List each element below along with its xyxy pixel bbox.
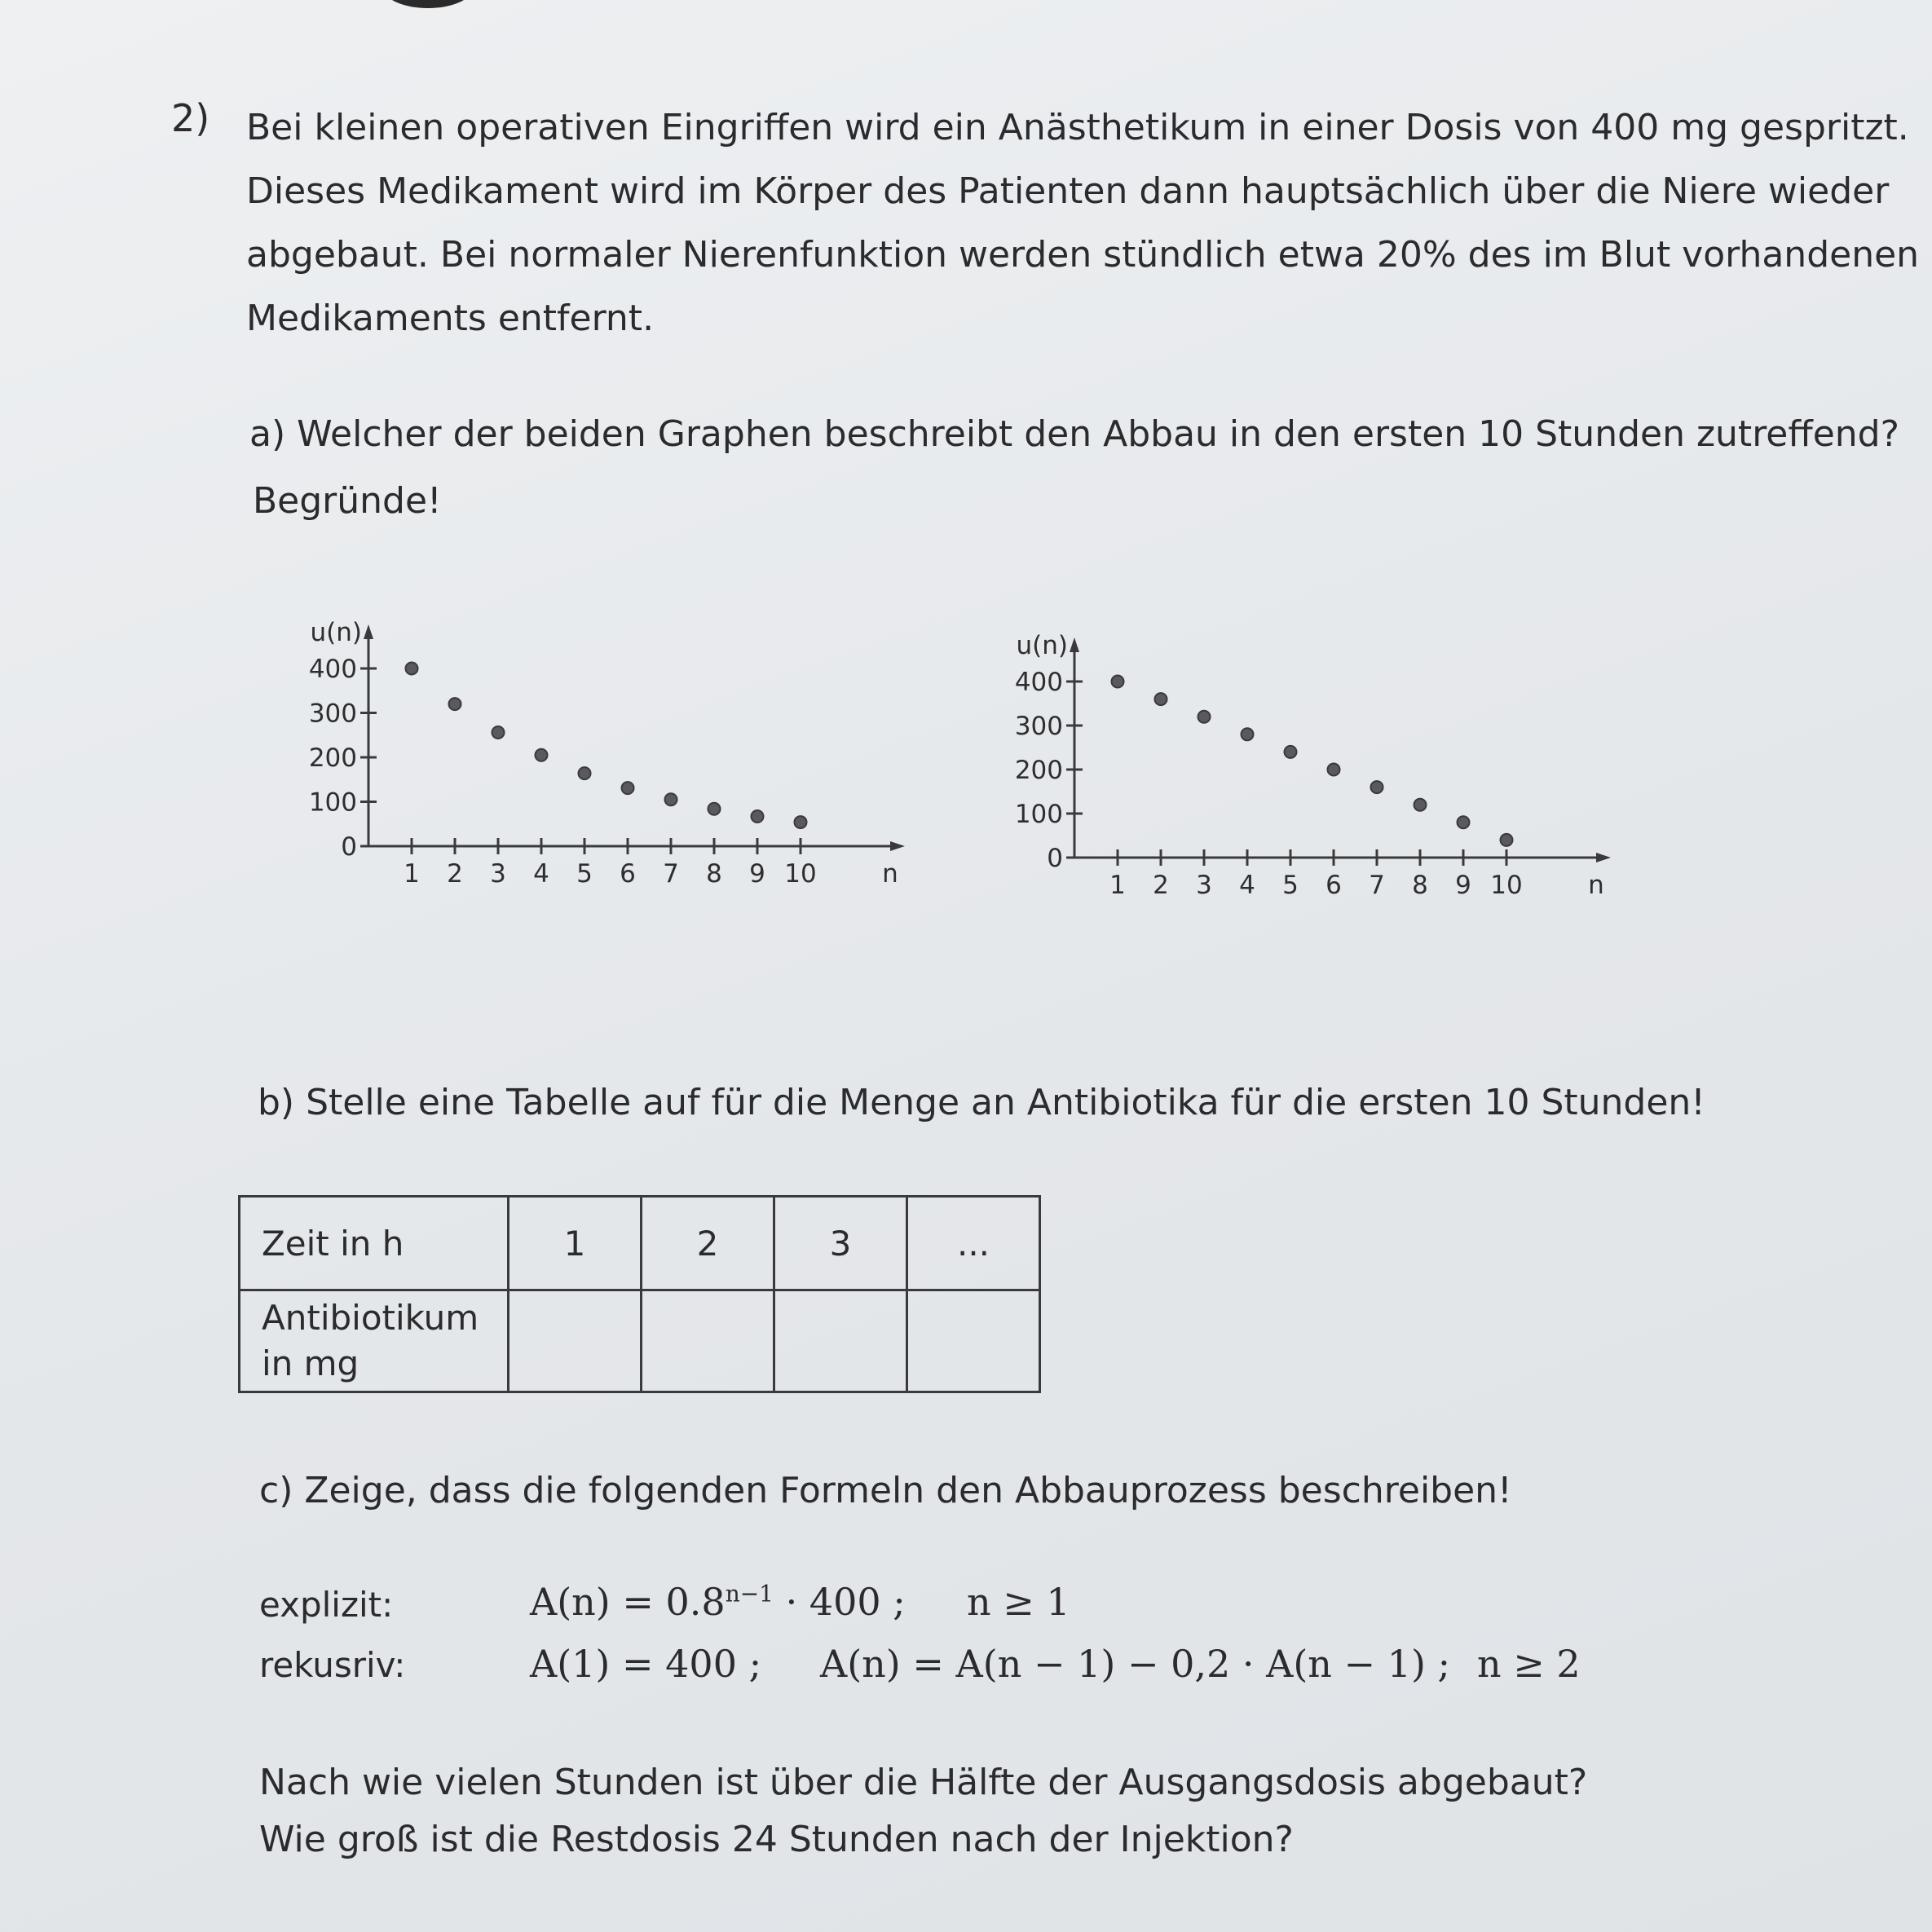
table-cell-hour: 2 [642, 1197, 774, 1290]
part-b-question: b) Stelle eine Tabelle auf für die Menge an Antibiotika für die ersten 10 Stunden! [258, 1082, 1705, 1123]
table-cell-empty[interactable] [509, 1290, 642, 1392]
data-point [752, 810, 764, 823]
y-tick-label: 400 [1014, 668, 1063, 697]
table-header-time: Zeit in h [240, 1197, 509, 1290]
y-tick-label: 400 [308, 655, 357, 684]
y-tick-label: 100 [308, 787, 357, 818]
follow-up-question: Wie groß ist die Restdosis 24 Stunden nach der Injektion? [259, 1819, 1294, 1860]
y-axis-label: u(n) [310, 618, 362, 647]
x-tick-label: 3 [490, 859, 506, 889]
data-point [1198, 711, 1211, 723]
data-point [1328, 764, 1340, 776]
table-cell-hour: 1 [509, 1197, 642, 1290]
table-header-amount [240, 1290, 509, 1392]
intro-text [246, 96, 1920, 351]
follow-up-question: Nach wie vielen Stunden ist über die Hälfte der Ausgangsdosis abgebaut? [259, 1762, 1588, 1803]
x-axis-arrow [1596, 853, 1611, 862]
x-axis-label: n [1588, 871, 1604, 900]
data-point [665, 793, 677, 805]
y-tick-label: 200 [308, 743, 357, 773]
y-tick-label: 300 [308, 699, 357, 729]
x-tick-label: 5 [576, 859, 593, 889]
data-point [1501, 834, 1513, 846]
x-tick-label: 4 [1239, 871, 1255, 900]
data-point [492, 726, 505, 739]
data-point [1155, 693, 1167, 705]
y-tick-label: 200 [1014, 756, 1063, 785]
table-cell-empty[interactable] [907, 1290, 1040, 1392]
table-row [240, 1290, 1040, 1392]
answer-table [238, 1195, 1041, 1393]
graph-right [986, 611, 1639, 937]
data-point [1458, 816, 1470, 828]
data-point [406, 663, 418, 675]
data-point [1414, 799, 1427, 811]
x-tick-label: 6 [1325, 871, 1342, 900]
data-point [1112, 676, 1124, 688]
dark-spot [383, 0, 473, 8]
table-cell-hour: ... [907, 1197, 1040, 1290]
data-point [1242, 728, 1254, 740]
intro-line: abgebaut. Bei normaler Nierenfunktion werden stündlich etwa 20% des im Blut vorhandenen [246, 234, 1920, 276]
data-point [579, 767, 591, 779]
x-tick-label: 3 [1196, 871, 1212, 900]
explicit-exponent: n−1 [725, 1580, 774, 1608]
data-point [708, 803, 721, 815]
data-point [795, 816, 807, 828]
intro-line: Bei kleinen operativen Eingriffen wird ein Anästhetikum in einer Dosis von 400 mg gespritzt. [246, 107, 1909, 148]
y-tick-label: 100 [1014, 800, 1063, 829]
data-point [1371, 781, 1383, 793]
data-point [622, 782, 634, 794]
y-tick-label: 0 [341, 832, 357, 862]
x-tick-label: 1 [404, 859, 420, 889]
x-tick-label: 7 [663, 859, 679, 889]
data-point [449, 698, 461, 710]
intro-line: Dieses Medikament wird im Körper des Patienten dann hauptsächlich über die Niere wieder [246, 170, 1890, 212]
graph-left [302, 595, 921, 921]
y-axis-label: u(n) [1016, 631, 1068, 660]
explicit-condition: n ≥ 1 [967, 1580, 1070, 1624]
x-tick-label: 10 [784, 859, 817, 889]
x-tick-label: 7 [1369, 871, 1385, 900]
part-a-instruction: Begründe! [253, 480, 442, 522]
data-point [536, 749, 548, 761]
x-axis-arrow [890, 841, 905, 851]
recursive-start: A(1) = 400 ; [530, 1642, 762, 1686]
table-cell-empty[interactable] [774, 1290, 907, 1392]
x-axis-label: n [882, 859, 898, 889]
amount-label-line: Antibiotikum [262, 1298, 479, 1338]
x-tick-label: 6 [620, 859, 636, 889]
intro-line: Medikaments entfernt. [246, 298, 655, 339]
x-tick-label: 1 [1109, 871, 1126, 900]
explicit-rest: · 400 ; [774, 1580, 906, 1624]
x-tick-label: 4 [533, 859, 549, 889]
explicit-label: explizit: [259, 1585, 394, 1625]
recursive-label: rekusriv: [259, 1645, 406, 1685]
x-tick-label: 10 [1490, 871, 1523, 900]
x-tick-label: 9 [749, 859, 765, 889]
explicit-formula [530, 1580, 906, 1624]
x-tick-label: 5 [1282, 871, 1299, 900]
x-tick-label: 8 [706, 859, 722, 889]
table-row [240, 1197, 1040, 1290]
recursive-condition: n ≥ 2 [1477, 1642, 1581, 1686]
x-tick-label: 9 [1455, 871, 1471, 900]
x-tick-label: 2 [447, 859, 463, 889]
data-point [1285, 746, 1297, 758]
y-tick-label: 0 [1047, 844, 1063, 873]
y-axis-arrow [364, 624, 373, 639]
y-tick-label: 300 [1014, 712, 1063, 741]
recursive-rule: A(n) = A(n − 1) − 0,2 · A(n − 1) ; [820, 1642, 1451, 1686]
amount-label-line: in mg [262, 1343, 359, 1383]
x-tick-label: 2 [1153, 871, 1169, 900]
x-tick-label: 8 [1412, 871, 1428, 900]
part-c-question: c) Zeige, dass die folgenden Formeln den Abbauprozess beschreiben! [259, 1470, 1512, 1511]
table-cell-empty[interactable] [642, 1290, 774, 1392]
table-cell-hour: 3 [774, 1197, 907, 1290]
question-number: 2) [171, 96, 210, 140]
explicit-base: A(n) = 0.8 [530, 1580, 726, 1624]
y-axis-arrow [1070, 637, 1079, 652]
part-a-question: a) Welcher der beiden Graphen beschreibt den Abbau in den ersten 10 Stunden zutreffend? [249, 413, 1899, 455]
